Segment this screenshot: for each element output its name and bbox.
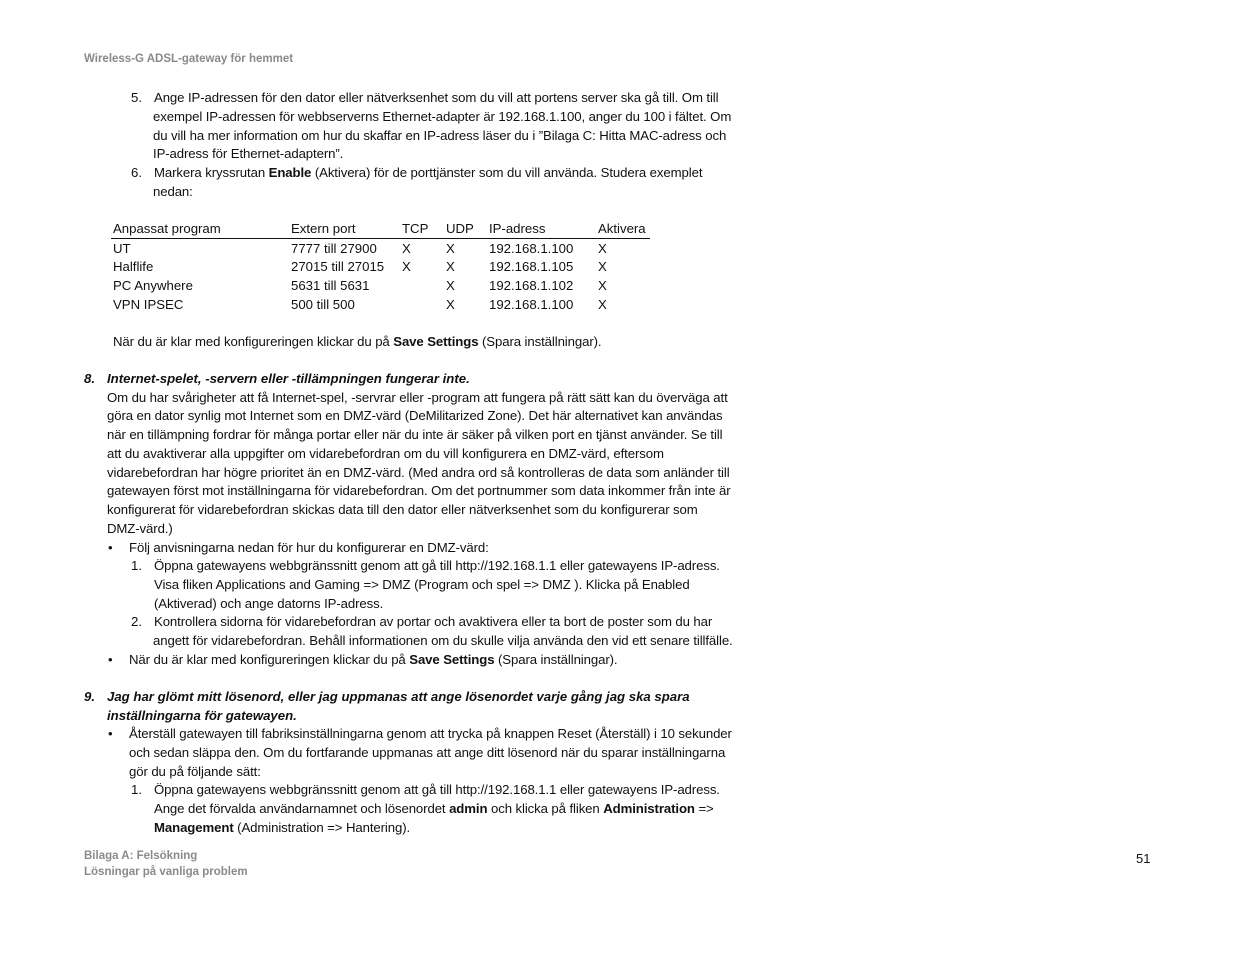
section-9-bullet-line: Återställ gatewayen till fabriksinställningarna genom att trycka på knappen Reset (Återställ) i 10 sekunder bbox=[129, 726, 732, 741]
step-6-line-1: Markera kryssrutan Enable (Aktivera) för de porttjänster som du vill använda. Studera exemplet bbox=[154, 165, 703, 180]
table-cell: X bbox=[598, 240, 607, 256]
port-forwarding-example-table bbox=[111, 219, 650, 313]
table-row bbox=[111, 258, 650, 277]
bullet: • bbox=[108, 652, 113, 667]
step-number: 1. bbox=[131, 782, 142, 797]
section-8-para-line: Om du har svårigheter att få Internet-spel, -servrar eller -program att fungera på rätt sätt kan du överväga att bbox=[107, 390, 728, 405]
table-row bbox=[111, 276, 650, 295]
password-step-1-line: Öppna gatewayens webbgränssnitt genom att gå till http://192.168.1.1 eller gatewayens IP-adress. bbox=[154, 782, 720, 797]
column-header: TCP bbox=[400, 219, 444, 239]
table-cell: 192.168.1.100 bbox=[489, 296, 574, 312]
section-8-para-line: konfigurerat för vidarebefordran skickas data till den dator eller nätverksenhet som du konfigurerar som bbox=[107, 502, 698, 517]
dmz-step-1-line: (Aktiverad) och ange datorns IP-adress. bbox=[154, 596, 384, 611]
table-cell bbox=[400, 276, 444, 295]
section-9-bullet-line: gör du på följande sätt: bbox=[129, 764, 261, 779]
section-number: 8. bbox=[84, 371, 95, 386]
dmz-step-2-line: Kontrollera sidorna för vidarebefordran av portar och avaktivera eller ta bort de poster som du har bbox=[154, 614, 713, 629]
table-cell: X bbox=[402, 259, 411, 275]
table-cell: 500 till 500 bbox=[291, 296, 355, 312]
column-header: IP-adress bbox=[487, 219, 596, 239]
table-header-row bbox=[111, 219, 650, 239]
table-cell: X bbox=[446, 240, 455, 256]
password-step-1-line: Ange det förvalda användarnamnet och lösenordet admin och klicka på fliken Administration => bbox=[154, 801, 714, 816]
table-cell: PC Anywhere bbox=[113, 277, 193, 293]
column-header: Anpassat program bbox=[111, 219, 289, 239]
dmz-step-1-line: Visa fliken Applications and Gaming => DMZ (Program och spel => DMZ ). Klicka på Enabled bbox=[154, 577, 690, 592]
section-8-para-line: vidarebefordran har högre prioritet än en DMZ-värd. (Med andra ord så kontrolleras de data som anländer till bbox=[107, 465, 730, 480]
page-number: 51 bbox=[1136, 851, 1151, 866]
section-8-para-line: när en tillämpning fordrar för många portar eller när du inte är säker på vilken port en tjänst använder. Se till bbox=[107, 427, 723, 442]
table-cell: X bbox=[598, 259, 607, 275]
table-cell: 5631 till 5631 bbox=[291, 277, 370, 293]
table-cell: X bbox=[446, 296, 455, 312]
table-cell: X bbox=[598, 277, 607, 293]
bullet: • bbox=[108, 726, 113, 741]
section-8-para-line: DMZ-värd.) bbox=[107, 521, 173, 536]
table-cell bbox=[400, 295, 444, 314]
section-9-title: Jag har glömt mitt lösenord, eller jag uppmanas att ange lösenordet varje gång jag ska spara bbox=[107, 689, 690, 704]
table-cell: UT bbox=[113, 240, 131, 256]
password-step-1-line: Management (Administration => Hantering). bbox=[154, 820, 411, 835]
column-header: UDP bbox=[444, 219, 487, 239]
section-8-para-line: att du avaktiverar alla uppgifter om vidarebefordran om du vill konfigurera en DMZ-värd, eftersom bbox=[107, 446, 664, 461]
table-cell: 192.168.1.102 bbox=[489, 277, 574, 293]
table-cell: X bbox=[402, 240, 411, 256]
running-header: Wireless-G ADSL-gateway för hemmet bbox=[84, 53, 294, 65]
footer-section: Lösningar på vanliga problem bbox=[84, 866, 248, 878]
section-9-title-cont: inställningarna för gatewayen. bbox=[107, 708, 297, 723]
section-8-para-line: gatewayen först mot inställningarna för vidarebefordran. Om det portnummer som data inkommer från inte är bbox=[107, 483, 731, 498]
step-number: 5. bbox=[131, 90, 142, 105]
table-cell: 192.168.1.100 bbox=[489, 240, 574, 256]
table-row bbox=[111, 239, 650, 258]
section-8-title: Internet-spelet, -servern eller -tillämpningen fungerar inte. bbox=[107, 371, 470, 386]
step-number: 2. bbox=[131, 614, 142, 629]
table-row bbox=[111, 295, 650, 314]
step-6-line-2: nedan: bbox=[153, 184, 193, 199]
step-5-line-3: du vill ha mer information om hur du skaffar en IP-adress läser du i ”Bilaga C: Hitta MAC-adress och bbox=[153, 128, 727, 143]
table-cell: 192.168.1.105 bbox=[489, 259, 574, 275]
step-5-line-2: exempel IP-adressen för webbserverns Ethernet-adapter är 192.168.1.100, anger du 100 i fältet. Om bbox=[153, 109, 732, 124]
section-number: 9. bbox=[84, 689, 95, 704]
table-cell: 27015 till 27015 bbox=[291, 259, 385, 275]
column-header: Aktivera bbox=[596, 219, 650, 239]
table-cell: 7777 till 27900 bbox=[291, 240, 377, 256]
table-cell: X bbox=[446, 259, 455, 275]
table-cell: Halflife bbox=[113, 259, 154, 275]
dmz-step-1-line: Öppna gatewayens webbgränssnitt genom att gå till http://192.168.1.1 eller gatewayens IP-adress. bbox=[154, 558, 720, 573]
section-8-bullet-1: Följ anvisningarna nedan för hur du konfigurerar en DMZ-värd: bbox=[129, 540, 489, 555]
column-header: Extern port bbox=[289, 219, 400, 239]
step-number: 1. bbox=[131, 558, 142, 573]
bullet: • bbox=[108, 540, 113, 555]
table-cell: X bbox=[598, 296, 607, 312]
section-8-para-line: göra en dator synlig mot Internet som en DMZ-värd (DeMilitarized Zone). Det här alternativet kan användas bbox=[107, 408, 723, 423]
save-settings-note: När du är klar med konfigureringen klickar du på Save Settings (Spara inställningar). bbox=[113, 334, 602, 349]
table-cell: VPN IPSEC bbox=[113, 296, 184, 312]
section-9-bullet-line: och sedan släppa den. Om du fortfarande uppmanas att ange ditt lösenord när du sparar inställningarna bbox=[129, 745, 726, 760]
step-5-line-4: IP-adress för Ethernet-adaptern”. bbox=[153, 146, 344, 161]
dmz-step-2-line: angett för vidarebefordran. Behåll informationen om du skulle vilja använda den vid ett senare tillfälle. bbox=[153, 633, 733, 648]
step-5-line-1: Ange IP-adressen för den dator eller nätverksenhet som du vill att portens server ska gå till. Om till bbox=[154, 90, 719, 105]
section-8-bullet-2: När du är klar med konfigureringen klickar du på Save Settings (Spara inställningar). bbox=[129, 652, 618, 667]
step-number: 6. bbox=[131, 165, 142, 180]
footer-chapter: Bilaga A: Felsökning bbox=[84, 850, 198, 862]
table-cell: X bbox=[446, 277, 455, 293]
